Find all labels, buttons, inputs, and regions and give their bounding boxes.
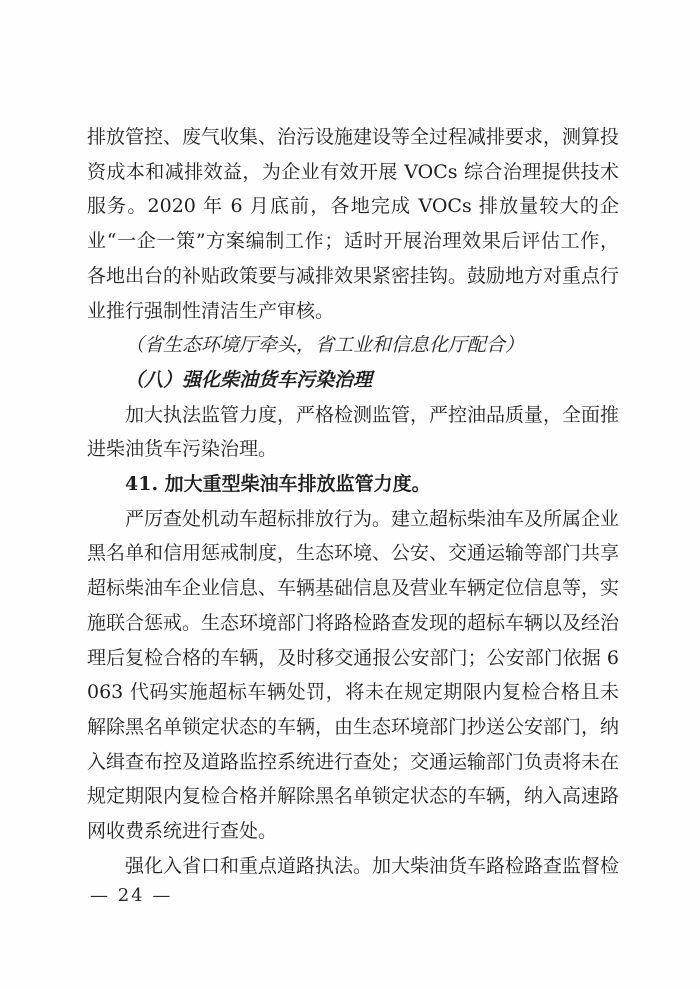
responsibility-note: （省生态环境厅牵头，省工业和信息化厅配合）: [125, 334, 525, 357]
document-body: [87, 120, 619, 883]
paragraph-vocs-continuation: 排放管控、废气收集、治污设施建设等全过程减排要求，测算投资成本和减排效益，为企业有效开展 VOCs 综合治理提供技术服务。2020 年 6 月底前，各地完成 VOCs 排放量较大的企业“一企一策”方案编制工作；适时开展治理效果后评估工作，各地出台的补贴政策要与减排效果紧密挂钩。鼓励地方对重点行业推行强制性清洁生产审核。: [87, 126, 620, 322]
section-heading-8: （八）强化柴油货车污染治理: [125, 368, 373, 391]
item-heading-41: 41. 加大重型柴油车排放监管力度。: [125, 473, 431, 496]
page-number: — 24 —: [90, 885, 173, 906]
paragraph-road-enforcement: 强化入省口和重点道路执法。加大柴油货车路检路查监督检: [125, 854, 620, 877]
paragraph-section-intro: 加大执法监管力度，严格检测监管，严控油品质量，全面推进柴油货车污染治理。: [87, 403, 620, 461]
paragraph-enforcement-detail: 严厉查处机动车超标排放行为。建立超标柴油车及所属企业黑名单和信用惩戒制度，生态环境、公安、交通运输等部门共享超标柴油车企业信息、车辆基础信息及营业车辆定位信息等，实施联合惩戒。生态环境部门将路检路查发现的超标车辆以及经治理后复检合格的车辆，及时移交通报公安部门；公安部门依据 6063 代码实施超标车辆处罚，将未在规定期限内复检合格且未解除黑名单锁定状态的车辆，由生态环境部门抄送公安部门，纳入缉查布控及道路监控系统进行查处；交通运输部门负责将未在规定期限内复检合格并解除黑名单锁定状态的车辆，纳入高速路网收费系统进行查处。: [87, 507, 620, 843]
